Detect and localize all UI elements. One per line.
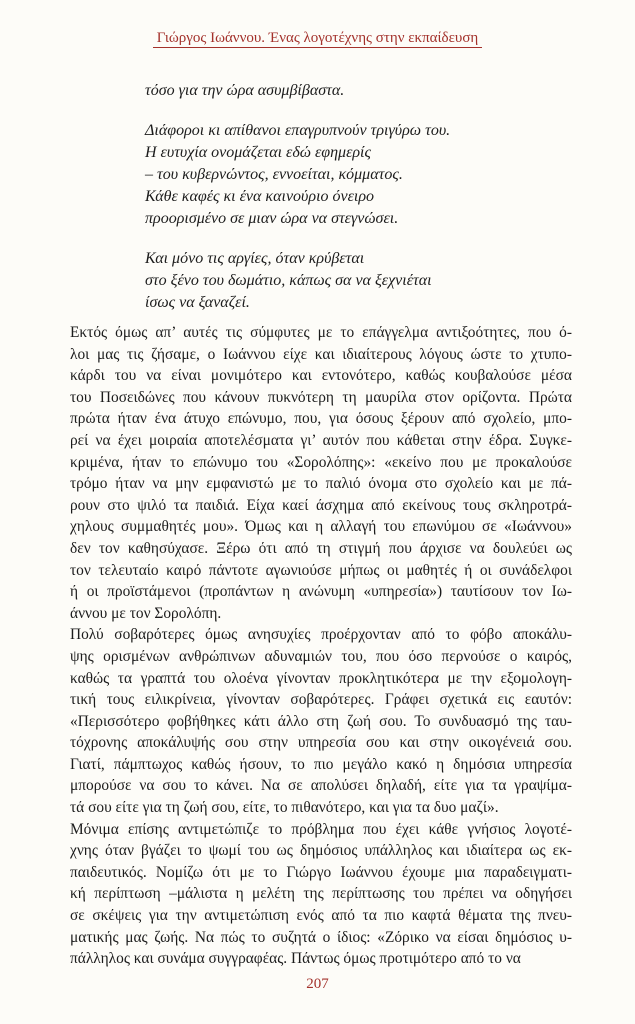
poem-excerpt [145,80,585,332]
text-line: Πολύ σοβαρότερες όμως ανησυχίες προέρχονταν από το φόβο αποκάλυ- [70,626,572,644]
poem-line: τόσο για την ώρα ασυμβίβαστα. [145,82,345,99]
text-line: Μόνιμα επίσης αντιμετώπιζε το πρόβλημα που έχει κάθε γνήσιος λογοτέ- [70,820,572,838]
text-line: Εκτός όμως απ’ αυτές τις σύμφυτες με το επάγγελμα αντιξοότητες, που ό- [70,324,572,341]
text-line: χνης όταν βγάζει το ψωμί του ως δημόσιος υπάλληλος και ιδιαίτερα ως εκ- [70,842,572,860]
text-line: ψης ορισμένων ανθρώπινων αδυναμιών του, που όσο περνούσε ο καιρός, [70,647,572,665]
poem-line: Κάθε καφές κι ένα καινούριο όνειρο [145,188,375,205]
text-line: πρώτα ήταν ένα άτυχο επώνυμο, που, για όσους ξέρουν από σχολείο, μπο- [70,410,572,428]
page-number: 207 [306,976,329,992]
text-line: τά σου είτε για τη ζωή σου, είτε, το πιθανότερο, και για τα δυο μαζί». [70,799,499,817]
poem-stanza [145,120,585,230]
text-line: ή οι προϊστάμενοι (προπάντων η ανώνυμη «υπηρεσία») ταυτίσουν τον Ιω- [70,583,572,601]
text-line: καθώς τα γραπτά του ολοένα γίνονταν προκλητικότερα με την εξομολογη- [70,669,572,687]
poem-stanza [145,80,585,102]
paragraph [48,624,572,818]
text-line: ματικής μας ζωής. Να πώς το συζητά ο ίδιος: «Ζόρικο να είσαι δημόσιος υ- [70,928,572,946]
paragraph [48,322,572,624]
poem-stanza [145,248,585,314]
poem-line: στο ξένο του δωμάτιο, κάπως σα να ξεχνιέται [145,272,432,289]
text-line: τόχρονης αποκάλυψής σου στην υπηρεσία σου και στην οικογένειά σου. [70,734,572,752]
text-line: πάλληλος και συνάμα συγγραφέας. Πάντως όμως προτιμότερο από το να [70,950,521,968]
body-text [48,322,572,970]
text-line: τική τους ειλικρίνεια, γίνονταν σοβαρότερες. Γράφει σχετικά εις εαυτόν: [70,691,572,709]
text-line: κριμένα, ήταν το επώνυμο του «Σορολόπης»: «εκείνο που με προκαλούσε [70,453,572,471]
running-head-text: Γιώργος Ιωάννου. Ένας λογοτέχνης στην εκπαίδευση [153,30,483,48]
paragraph [48,819,572,970]
text-line: τρόμο ήταν να μην εμφανιστώ με το παλιό όνομα στο σχολείο και με πά- [70,475,572,493]
poem-line: Διάφοροι κι απίθανοι επαγρυπνούν τριγύρω του. [145,122,451,139]
text-line: σε σκέψεις για την αντιμετώπιση ενός από τα πιο καφτά θέματα της πνευ- [70,907,572,925]
text-line: κή περίπτωση –μάλιστα η μελέτη της περίπτωσης του πρέπει να οδηγήσει [70,885,572,903]
poem-line: Και μόνο τις αργίες, όταν κρύβεται [145,250,365,267]
text-line: ρουν στο ψιλό τα παιδιά. Είχα καεί άσχημα από εκείνους τους σκληροτρά- [70,496,572,514]
text-line: άννου με τον Σορολόπη. [70,604,222,622]
poem-line: Η ευτυχία ονομάζεται εδώ εφημερίς [145,144,371,161]
text-line: παιδευτικός. Νομίζω ότι με το Γιώργο Ιωάννου έχουμε μια παραδειγματι- [70,863,572,881]
text-line: ρεί να έχει μοιραία αποτελέσματα γι’ αυτόν που κάθεται στην έδρα. Συγκε- [70,431,572,449]
text-line: Γιατί, πάμπτωχος καθώς ήσουν, το πιο μεγάλο κακό η δημόσια υπηρεσία [70,755,572,773]
text-line: τον τελευταίο καιρό πάντοτε αγωνιούσε μήπως οι μαθητές ή οι συνάδελφοι [70,561,572,579]
poem-line: ίσως να ξαναζεί. [145,294,250,311]
poem-line: – του κυβερνώντος, εννοείται, κόμματος. [145,166,403,183]
text-line: κάρδι του να είναι μονιμότερο και εντονότερο, καθώς κουβαλούσε μέσα [70,367,572,385]
text-line: του Ποσειδώνες που κάνουν πυκνότερη τη μαυρίλα στον ορίζοντα. Πρώτα [70,388,572,406]
poem-line: προορισμένο σε μιαν ώρα να στεγνώσει. [145,210,399,227]
text-line: λοι μας τις ζήσαμε, ο Ιωάννου είχε και ιδιαίτερους λόγους ώστε το χτυπο- [70,345,572,363]
text-line: μπορούσε να σου το κάνει. Να σε απολύσει δηλαδή, είτε για τα γραψίμα- [70,777,572,795]
running-head [0,30,635,47]
text-line: χηλους συμμαθητές μου». Όμως και η αλλαγή του επωνύμου σε «Ιωάννου» [70,518,572,536]
text-line: δεν τον καθησύχασε. Ξέρω ότι από τη στιγμή που άρχισε να δουλεύει ως [70,539,572,557]
text-line: «Περισσότερο φοβήθηκες κάτι άλλο στη ζωή σου. Το συνδυασμό της ταυ- [70,712,572,730]
